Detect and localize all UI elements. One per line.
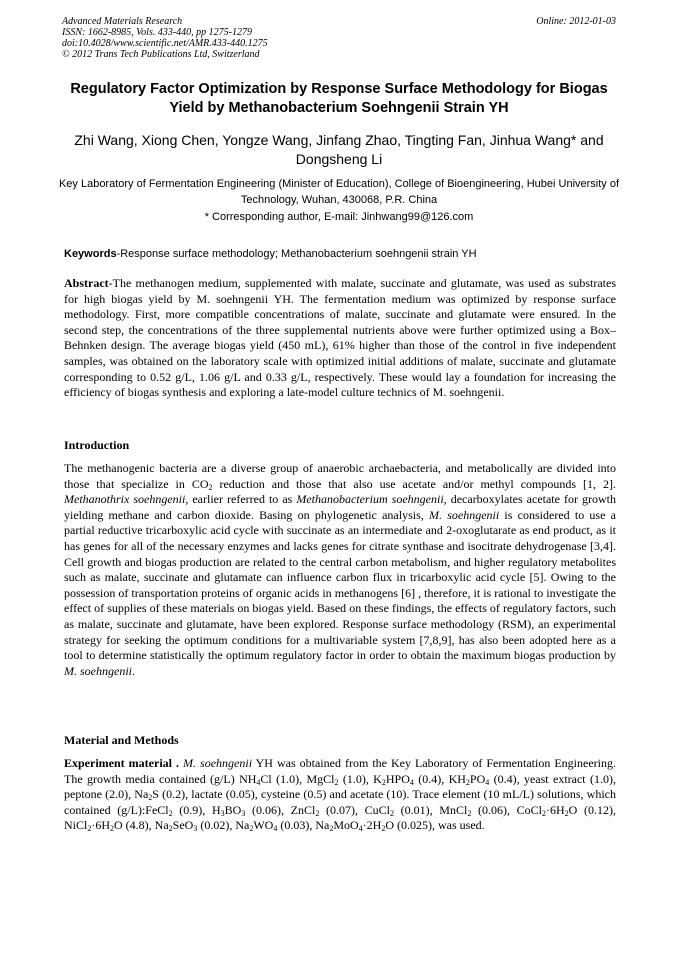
- issn-line: ISSN: 1662-8985, Vols. 433-440, pp 1275-1279: [62, 27, 252, 38]
- subscript: 2: [334, 777, 339, 787]
- introduction-paragraph: [64, 461, 616, 679]
- subscript: 2: [381, 777, 386, 787]
- subscript: 2: [465, 777, 470, 787]
- doi-line: doi:10.4028/www.scientific.net/AMR.433-440.1275: [62, 38, 268, 49]
- methods-text: YH was obtained from the Key Laboratory of Fermentation Engineering. The growth media contained (g/L) NH: [64, 756, 616, 786]
- methods-text: O (0.12), NiCl: [64, 802, 616, 833]
- affiliation: Key Laboratory of Fermentation Engineering (Minister of Education), College of Bioengineering, Hubei University of Technology, Wuhan, 430068, P.R. China: [58, 178, 620, 206]
- methods-heading: Material and Methods: [64, 733, 179, 747]
- online-date: Online: 2012-01-03: [536, 16, 616, 27]
- subscript: 2: [168, 824, 173, 834]
- author-list: Zhi Wang, Xiong Chen, Yongze Wang, Jinfang Zhao, Tingting Fan, Jinhua Wang* and Dongsheng Li: [74, 132, 604, 167]
- subscript: 2: [541, 808, 546, 818]
- subscript: 2: [389, 808, 394, 818]
- subscript: 3: [241, 808, 246, 818]
- introduction-heading: Introduction: [64, 438, 130, 452]
- subscript: 2: [87, 824, 92, 834]
- subscript: 2: [110, 824, 115, 834]
- methods-text: (0.06), ZnCl: [245, 802, 316, 817]
- subscript: 4: [485, 777, 490, 787]
- intro-text: is considered to use a partial reductive tricarboxylic acid cycle with succinate as an intermediate and 2-oxoglutarate as end product, as it has genes for all of the necessary enzymes and lacks genes for citrate synthase and isocitrate dehydrogenase [3,4]. Cell growth and biogas production are related to the central carbon metabolism, and higher regulatory metabolites such as malate, succinate and glutamate can influence carbon flux in tricarboxylic acid cycle [5]. Owing to the possession of transportation proteins of organic acids in methanogens [6] , therefore, it is rational to investigate the effect of supplies of these materials on biogas yield. Based on these findings, the effects of regulatory factors, such as malate, succinate and glutamate, have been explored. Response surface methodology (RSM), an experimental strategy for seeking the optimum conditions for a multivariable system [7,8,9], has also been adopted here as a tool to determine statistically the optimum regulatory factor in order to obtain the maximum biogas production by: [64, 507, 616, 663]
- methods-text: (0.4), KH: [413, 771, 466, 786]
- subscript: 2: [168, 808, 173, 818]
- methods-text: O (4.8), Na: [114, 818, 169, 833]
- keywords-text: -Response surface methodology; Methanobacterium soehngenii strain YH: [116, 248, 477, 260]
- methods-text: HPO: [385, 771, 410, 786]
- paper-title: Regulatory Factor Optimization by Response Surface Methodology for Biogas Yield by Methanobacterium Soehngenii Strain YH: [70, 81, 608, 116]
- subscript: 2: [329, 824, 334, 834]
- copyright-line: © 2012 Trans Tech Publications Ltd, Switzerland: [62, 49, 260, 60]
- methods-paragraph: [64, 756, 616, 834]
- methods-text: ·6H: [91, 818, 111, 833]
- subscript: 2: [148, 793, 153, 803]
- intro-italic: Methanobacterium soehngenii: [296, 492, 444, 507]
- methods-lead: Experiment material .: [64, 756, 180, 770]
- subscript: 2: [381, 824, 386, 834]
- methods-text: SeO: [172, 818, 194, 833]
- abstract: [64, 276, 616, 401]
- methods-text: (0.03), Na: [277, 818, 330, 833]
- methods-text: ·6H: [545, 802, 565, 817]
- subscript: 4: [409, 777, 414, 787]
- methods-text: (1.0), K: [338, 771, 382, 786]
- methods-text: O (0.025), was used.: [385, 818, 485, 833]
- methods-text: MoO: [333, 818, 359, 833]
- keywords: [64, 247, 618, 261]
- intro-text: The methanogenic bacteria are a diverse group of anaerobic archaebacteria, and metabolically are divided into those that specialize in CO: [64, 461, 616, 491]
- methods-text: WO: [253, 818, 274, 833]
- methods-text: (0.4), yeast extract (1.0), peptone (2.0), Na: [64, 771, 616, 802]
- methods-text: Cl (1.0), MgCl: [260, 771, 335, 786]
- intro-italic: M. soehngenii: [64, 663, 132, 678]
- subscript: 3: [220, 808, 225, 818]
- methods-text: S (0.2), lactate (0.05), cysteine (0.5) and acetate (10). Trace element (10 mL/L) solutions, which contained (g/L):FeCl: [64, 787, 616, 817]
- intro-text: reduction and those that also use acetate and/or methyl compounds [1, 2].: [212, 476, 616, 491]
- intro-text: , decarboxylates acetate for growth yielding methane and carbon dioxide. Basing on phylogenetic analysis,: [64, 492, 616, 522]
- methods-italic: M. soehngenii: [179, 756, 253, 770]
- methods-text: (0.01), MnCl: [393, 802, 468, 817]
- journal-header: [62, 16, 616, 60]
- methods-text: (0.06), CoCl: [471, 802, 542, 817]
- methods-text: PO: [469, 771, 486, 786]
- abstract-text: -The methanogen medium, supplemented with malate, succinate and glutamate, was used as substrates for high biogas yield by M. soehngenii YH. The fermentation medium was optimized by response surface methodology. First, more compatible concentrations of malate, succinate and glutamate were ensured. In the second step, the concentrations of the three supplemental nutrients above were further optimized using a Box–Behnken design. The average biogas yield (450 mL), 61% higher than those of the control in five independent samples, was obtained on the laboratory scale with optimized initial additions of malate, succinate and glutamate corresponding to 0.52 g/L, 1.06 g/L and 0.33 g/L, respectively. These would lay a foundation for increasing the efficiency of biogas synthesis and exploring a late-model culture technics of M. soehngenii.: [64, 276, 616, 400]
- subscript: 2: [467, 808, 472, 818]
- intro-italic: M. soehngenii: [428, 507, 500, 522]
- subscript: 3: [193, 824, 198, 834]
- methods-text: ·2H: [362, 818, 382, 833]
- intro-text: .: [132, 663, 135, 678]
- subscript: 2: [315, 808, 320, 818]
- journal-name: Advanced Materials Research: [62, 16, 183, 27]
- subscript: 2: [564, 808, 569, 818]
- methods-text: (0.07), CuCl: [319, 802, 390, 817]
- subscript: 4: [358, 824, 363, 834]
- subscript: 4: [273, 824, 278, 834]
- corresponding-author: * Corresponding author, E-mail: Jinhwang99@126.com: [204, 211, 474, 223]
- intro-text: , earlier referred to as: [185, 492, 297, 507]
- methods-text: (0.9), H: [172, 802, 221, 817]
- intro-italic: Methanothrix soehngenii: [64, 492, 186, 507]
- subscript: 4: [256, 777, 261, 787]
- keywords-label: Keywords: [64, 248, 117, 260]
- methods-text: (0.02), Na: [197, 818, 250, 833]
- subscript: 2: [208, 482, 213, 492]
- methods-text: BO: [224, 802, 242, 817]
- abstract-label: Abstract: [64, 276, 109, 290]
- subscript: 2: [249, 824, 254, 834]
